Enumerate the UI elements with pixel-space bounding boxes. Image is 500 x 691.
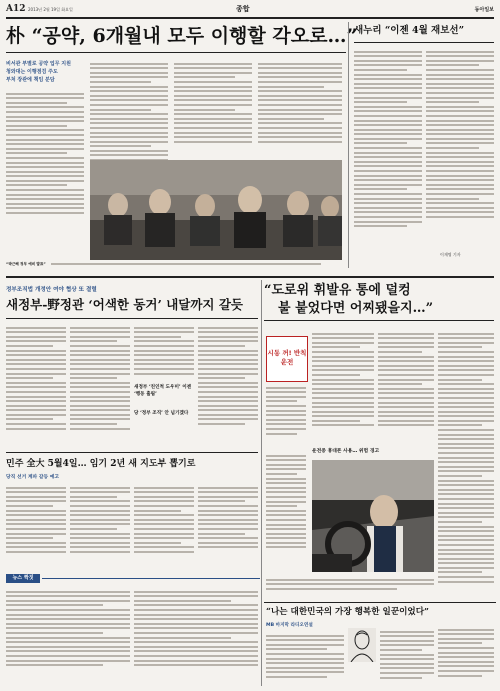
side-underline — [354, 42, 494, 43]
lead-text-col-3 — [174, 60, 252, 160]
lead-text-col-4 — [258, 60, 342, 160]
portrait-sketch-image — [348, 628, 376, 662]
lower-text-col-2 — [70, 484, 130, 568]
quote-text-left-bottom — [266, 452, 306, 572]
news-bar-label — [6, 574, 40, 583]
interview-text-col-2 — [380, 628, 434, 688]
quote-text-col-3 — [438, 330, 494, 620]
mid-kicker: 정부조직법 개정안 여야 협상 또 결렬 — [6, 287, 97, 293]
section-label: 종합 — [236, 4, 250, 13]
lower-text-col-4 — [198, 484, 258, 568]
car-photo-caption — [266, 576, 434, 598]
quote-headline-line-1: “도로위 휘발유 통에 덜컹 — [264, 283, 411, 298]
paper-name: 동아일보 — [474, 7, 494, 13]
quote-text-col-1 — [312, 330, 374, 446]
lower-text-col-1 — [6, 484, 66, 568]
lead-underline — [6, 52, 346, 53]
mid-text-col-1 — [6, 324, 66, 448]
car-photo — [312, 460, 434, 572]
series-badge-label: 시동 꺼! 반칙운전 — [267, 349, 307, 366]
lead-headline: 朴 “공약, 6개월내 모두 이행할 각오로…” — [6, 25, 358, 47]
page-number: A12 — [6, 4, 26, 14]
side-text-col-1 — [354, 48, 422, 258]
meeting-scene-image — [90, 160, 342, 260]
column-divider-right — [348, 22, 349, 268]
masthead — [6, 4, 494, 16]
side-headline: 새누리 “이젠 4월 재보선” — [354, 25, 465, 36]
lead-photo — [90, 160, 342, 260]
lower-sub: 당직 선거 계파 갈등 예고 — [6, 475, 60, 480]
deck-line: 비서관 부별로 공약 업무 지원 — [6, 61, 71, 67]
mid-text-col-4 — [198, 324, 258, 448]
lead-deck — [6, 60, 84, 84]
interview-text-col-1 — [266, 632, 344, 688]
column-divider-lower — [261, 280, 262, 686]
mid-underline — [6, 318, 258, 319]
mid-text-col-2 — [70, 324, 130, 448]
interview-portrait — [348, 628, 376, 662]
series-badge — [266, 336, 308, 382]
news-bar-text-col-1 — [6, 588, 130, 686]
caption-title: “박근혜 정부 예비 발표” — [6, 262, 46, 266]
lower-headline: 민주 全大 5월4일… 임기 2년 새 지도부 뽑기로 — [6, 459, 196, 469]
deck-line: 청와대는 이행점검 주도 — [6, 69, 58, 75]
quote-text-col-0 — [266, 384, 306, 446]
interview-text-col-3 — [438, 626, 494, 688]
quote-text-col-2 — [378, 330, 434, 446]
quote-headline-line-2: 불 붙었다면 어찌됐을지…” — [278, 301, 434, 316]
side-byline: 이재명 기자 — [440, 252, 461, 257]
driver-in-car-image — [312, 460, 434, 572]
news-bar-rule — [42, 578, 260, 579]
mid-headline: 새정부-野정관 ‘어색한 동거’ 내달까지 갈듯 — [6, 297, 243, 312]
section-rule — [6, 276, 494, 278]
interview-headline: “나는 대한민국의 가장 행복한 일꾼이었다” — [266, 607, 429, 617]
interview-sub: MB 마지막 라디오연설 — [266, 623, 313, 628]
quote-underline — [264, 320, 494, 321]
lead-text-col-1 — [6, 90, 84, 238]
lead-photo-caption — [6, 262, 342, 274]
lower-text-col-3 — [134, 484, 194, 568]
side-text-col-2 — [426, 48, 494, 248]
mid-inner-head-1: 새정부 ‘친인척 도우미’ 이젠 ‘행동 흘림’ — [134, 385, 192, 397]
deck-line: 부처 장관에 책임 분담 — [6, 77, 55, 83]
interview-top-rule — [264, 602, 496, 603]
mid-inner-head-2: 당 ‘정부 조직’ 안 넘기겠다 — [134, 411, 189, 416]
divider-mid — [6, 452, 258, 453]
quote-sub-heading: 운전중 휴대폰 사용… 위험 경고 — [312, 449, 380, 454]
news-bar-text: 뉴스 짝짓 — [12, 575, 34, 581]
news-bar-text-col-2 — [134, 588, 258, 686]
issue-date: 2013년 2월 19일 화요일 — [28, 7, 73, 12]
masthead-rule — [6, 17, 494, 19]
